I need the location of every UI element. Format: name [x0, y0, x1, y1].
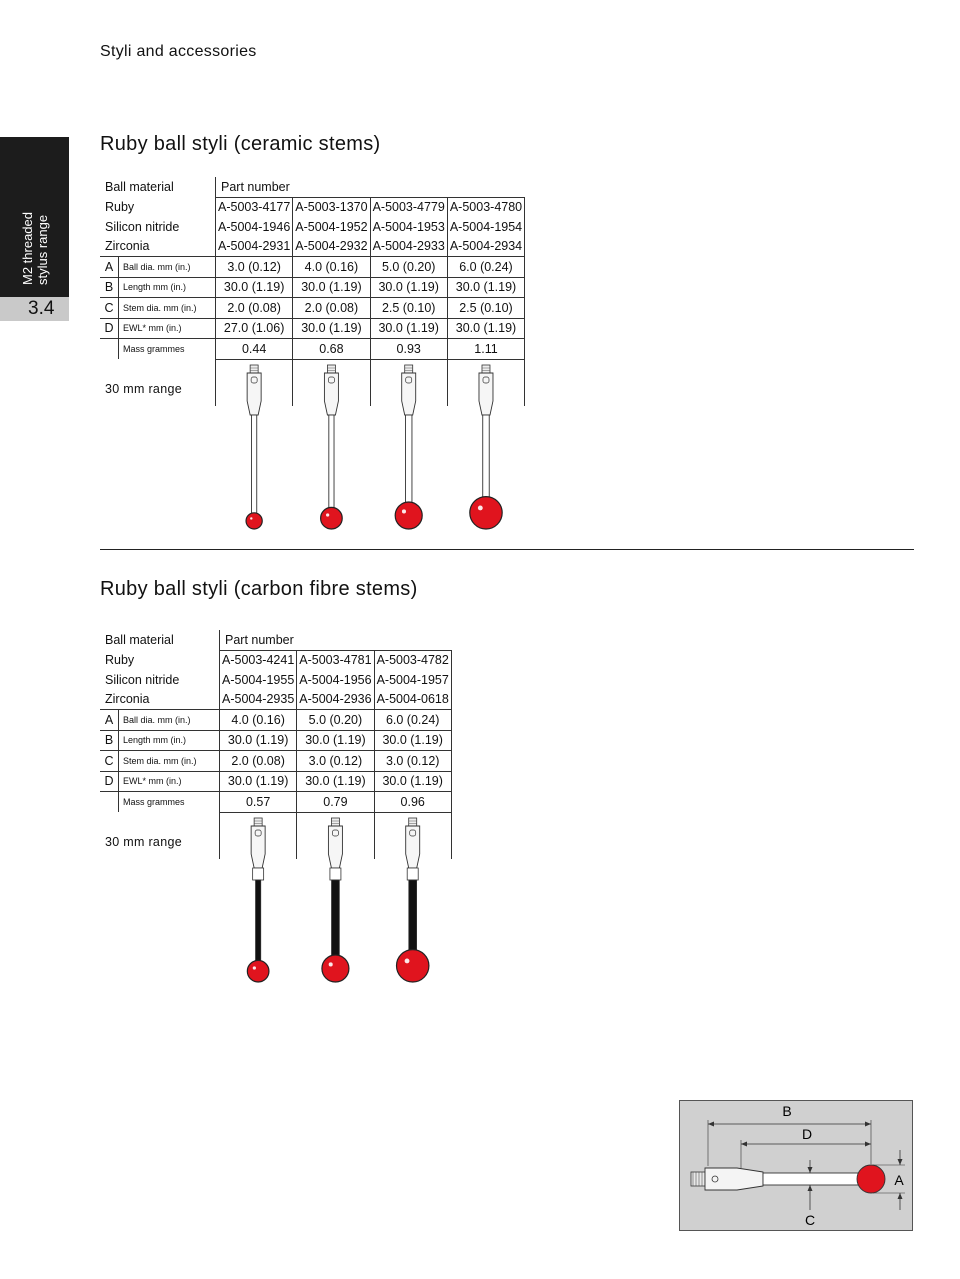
- part-number-cell: A-5003-4782: [374, 650, 451, 670]
- spec-value-cell: 2.0 (0.08): [293, 298, 370, 319]
- spec-letter: C: [100, 298, 119, 319]
- stylus-collar: [253, 868, 264, 880]
- stylus-ball-highlight: [405, 959, 410, 964]
- col-header-part: Part number: [216, 177, 525, 197]
- part-number-cell: A-5004-2932: [293, 237, 370, 257]
- spec-label: Ball dia. mm (in.): [119, 710, 220, 731]
- spec-value-cell: 30.0 (1.19): [370, 318, 447, 339]
- spec-value-cell: 30.0 (1.19): [374, 730, 451, 751]
- spec-value-cell: 3.0 (0.12): [216, 257, 293, 278]
- stylus-thread: [331, 818, 339, 826]
- spec-value-cell: 30.0 (1.19): [220, 771, 297, 792]
- spec-value-cell: 6.0 (0.24): [374, 710, 451, 731]
- spec-value-cell: 3.0 (0.12): [297, 751, 374, 772]
- diagram-ball: [857, 1165, 885, 1193]
- spec-letter: B: [100, 730, 119, 751]
- spec-value-cell: 4.0 (0.16): [220, 710, 297, 731]
- ceramic-section-title: Ruby ball styli (ceramic stems): [100, 133, 381, 155]
- part-number-cell: A-5003-1370: [293, 197, 370, 217]
- part-number-cell: A-5004-2935: [220, 690, 297, 710]
- material-label: Silicon nitride: [105, 219, 180, 234]
- part-number-cell: A-5003-4779: [370, 197, 447, 217]
- spec-label: Ball dia. mm (in.): [119, 257, 216, 278]
- spec-value-cell: 0.44: [216, 339, 293, 360]
- dim-label-b: B: [782, 1103, 792, 1119]
- spec-value-cell: 30.0 (1.19): [293, 318, 370, 339]
- part-number-cell: A-5004-1953: [370, 217, 447, 237]
- spec-value-cell: 30.0 (1.19): [370, 277, 447, 298]
- part-number-cell: A-5003-4781: [297, 650, 374, 670]
- stylus-1: [247, 818, 269, 982]
- col-header-part: Part number: [220, 630, 452, 650]
- carbon-range-label: 30 mm range: [105, 835, 182, 849]
- spec-value-cell: 0.68: [293, 339, 370, 360]
- spec-value-cell: 2.0 (0.08): [216, 298, 293, 319]
- spec-label: EWL* mm (in.): [119, 318, 216, 339]
- part-number-cell: A-5003-4780: [447, 197, 524, 217]
- spec-value-cell: 30.0 (1.19): [216, 277, 293, 298]
- spec-value-cell: 30.0 (1.19): [447, 318, 524, 339]
- spec-label: EWL* mm (in.): [119, 771, 220, 792]
- diagram-stem: [763, 1173, 859, 1185]
- stylus-stem: [256, 880, 261, 971]
- spec-label: Length mm (in.): [119, 730, 220, 751]
- part-number-cell: A-5004-2931: [216, 237, 293, 257]
- spec-value-cell: 30.0 (1.19): [293, 277, 370, 298]
- part-number-cell: A-5004-1957: [374, 670, 451, 690]
- stylus-thread: [409, 818, 417, 826]
- page-header: Styli and accessories: [100, 43, 257, 60]
- part-number-cell: A-5004-1956: [297, 670, 374, 690]
- part-number-cell: A-5004-2933: [370, 237, 447, 257]
- material-label: Zirconia: [105, 239, 150, 254]
- material-label: Silicon nitride: [105, 672, 180, 687]
- tab-text-line1: M2 threaded: [20, 212, 35, 285]
- spec-value-cell: 27.0 (1.06): [216, 318, 293, 339]
- spec-label: Stem dia. mm (in.): [119, 298, 216, 319]
- spec-value-cell: 30.0 (1.19): [297, 730, 374, 751]
- spec-label: Length mm (in.): [119, 277, 216, 298]
- stylus-body: [406, 826, 420, 868]
- stylus-ball: [322, 955, 349, 982]
- stylus-ball-highlight: [253, 966, 256, 969]
- part-number-cell: A-5004-1955: [220, 670, 297, 690]
- spec-letter: A: [100, 257, 119, 278]
- spec-value-cell: 2.5 (0.10): [447, 298, 524, 319]
- spec-value-cell: 2.0 (0.08): [220, 751, 297, 772]
- spec-letter: A: [100, 710, 119, 731]
- spec-value-cell: 0.57: [220, 792, 297, 813]
- spec-value-cell: 3.0 (0.12): [374, 751, 451, 772]
- part-number-cell: A-5004-1954: [447, 217, 524, 237]
- diagram-frame: [680, 1101, 913, 1231]
- spec-value-cell: 5.0 (0.20): [297, 710, 374, 731]
- spec-value-cell: 5.0 (0.20): [370, 257, 447, 278]
- spec-value-cell: 4.0 (0.16): [293, 257, 370, 278]
- diagram-body: [705, 1168, 763, 1190]
- spec-value-cell: 0.96: [374, 792, 451, 813]
- part-number-cell: A-5004-2934: [447, 237, 524, 257]
- stylus-thread: [254, 818, 262, 826]
- tab-text-line2: stylus range: [35, 214, 50, 285]
- part-number-cell: A-5004-0618: [374, 690, 451, 710]
- part-number-cell: A-5003-4241: [220, 650, 297, 670]
- stylus-ball-highlight: [329, 962, 333, 966]
- spec-label: Mass grammes: [119, 339, 216, 360]
- material-label: Ruby: [105, 653, 135, 667]
- dim-label-d: D: [801, 1126, 813, 1142]
- ceramic-range-label: 30 mm range: [105, 382, 182, 396]
- part-number-cell: A-5004-1952: [293, 217, 370, 237]
- stylus-collar: [330, 868, 341, 880]
- spec-letter: C: [100, 751, 119, 772]
- spec-value-cell: 30.0 (1.19): [297, 771, 374, 792]
- material-label: Ruby: [105, 200, 135, 214]
- spec-letter: D: [100, 771, 119, 792]
- part-number-cell: A-5004-1946: [216, 217, 293, 237]
- stylus-collar: [407, 868, 418, 880]
- part-number-cell: A-5003-4177: [216, 197, 293, 217]
- part-number-cell: A-5004-2936: [297, 690, 374, 710]
- material-label: Zirconia: [105, 692, 150, 707]
- col-header-material: Ball material: [105, 633, 174, 647]
- spec-value-cell: 30.0 (1.19): [220, 730, 297, 751]
- dimension-diagram: [679, 1100, 913, 1231]
- dim-label-c: C: [804, 1212, 816, 1228]
- spec-value-cell: 30.0 (1.19): [374, 771, 451, 792]
- section-number: 3.4: [0, 297, 69, 321]
- spec-value-cell: 0.79: [297, 792, 374, 813]
- spec-letter: B: [100, 277, 119, 298]
- spec-value-cell: 1.11: [447, 339, 524, 360]
- spec-label: Mass grammes: [119, 792, 220, 813]
- stylus-2: [322, 818, 349, 982]
- spec-value-cell: 2.5 (0.10): [370, 298, 447, 319]
- stylus-ball: [397, 950, 429, 982]
- spec-letter: D: [100, 318, 119, 339]
- col-header-material: Ball material: [105, 180, 174, 194]
- spec-value-cell: 30.0 (1.19): [447, 277, 524, 298]
- stylus-ball: [247, 960, 269, 982]
- stylus-3: [397, 818, 429, 982]
- stylus-body: [328, 826, 342, 868]
- stylus-body: [251, 826, 265, 868]
- carbon-section-title: Ruby ball styli (carbon fibre stems): [100, 578, 418, 600]
- spec-value-cell: 6.0 (0.24): [447, 257, 524, 278]
- spec-value-cell: 0.93: [370, 339, 447, 360]
- spec-label: Stem dia. mm (in.): [119, 751, 220, 772]
- dim-label-a: A: [894, 1172, 904, 1188]
